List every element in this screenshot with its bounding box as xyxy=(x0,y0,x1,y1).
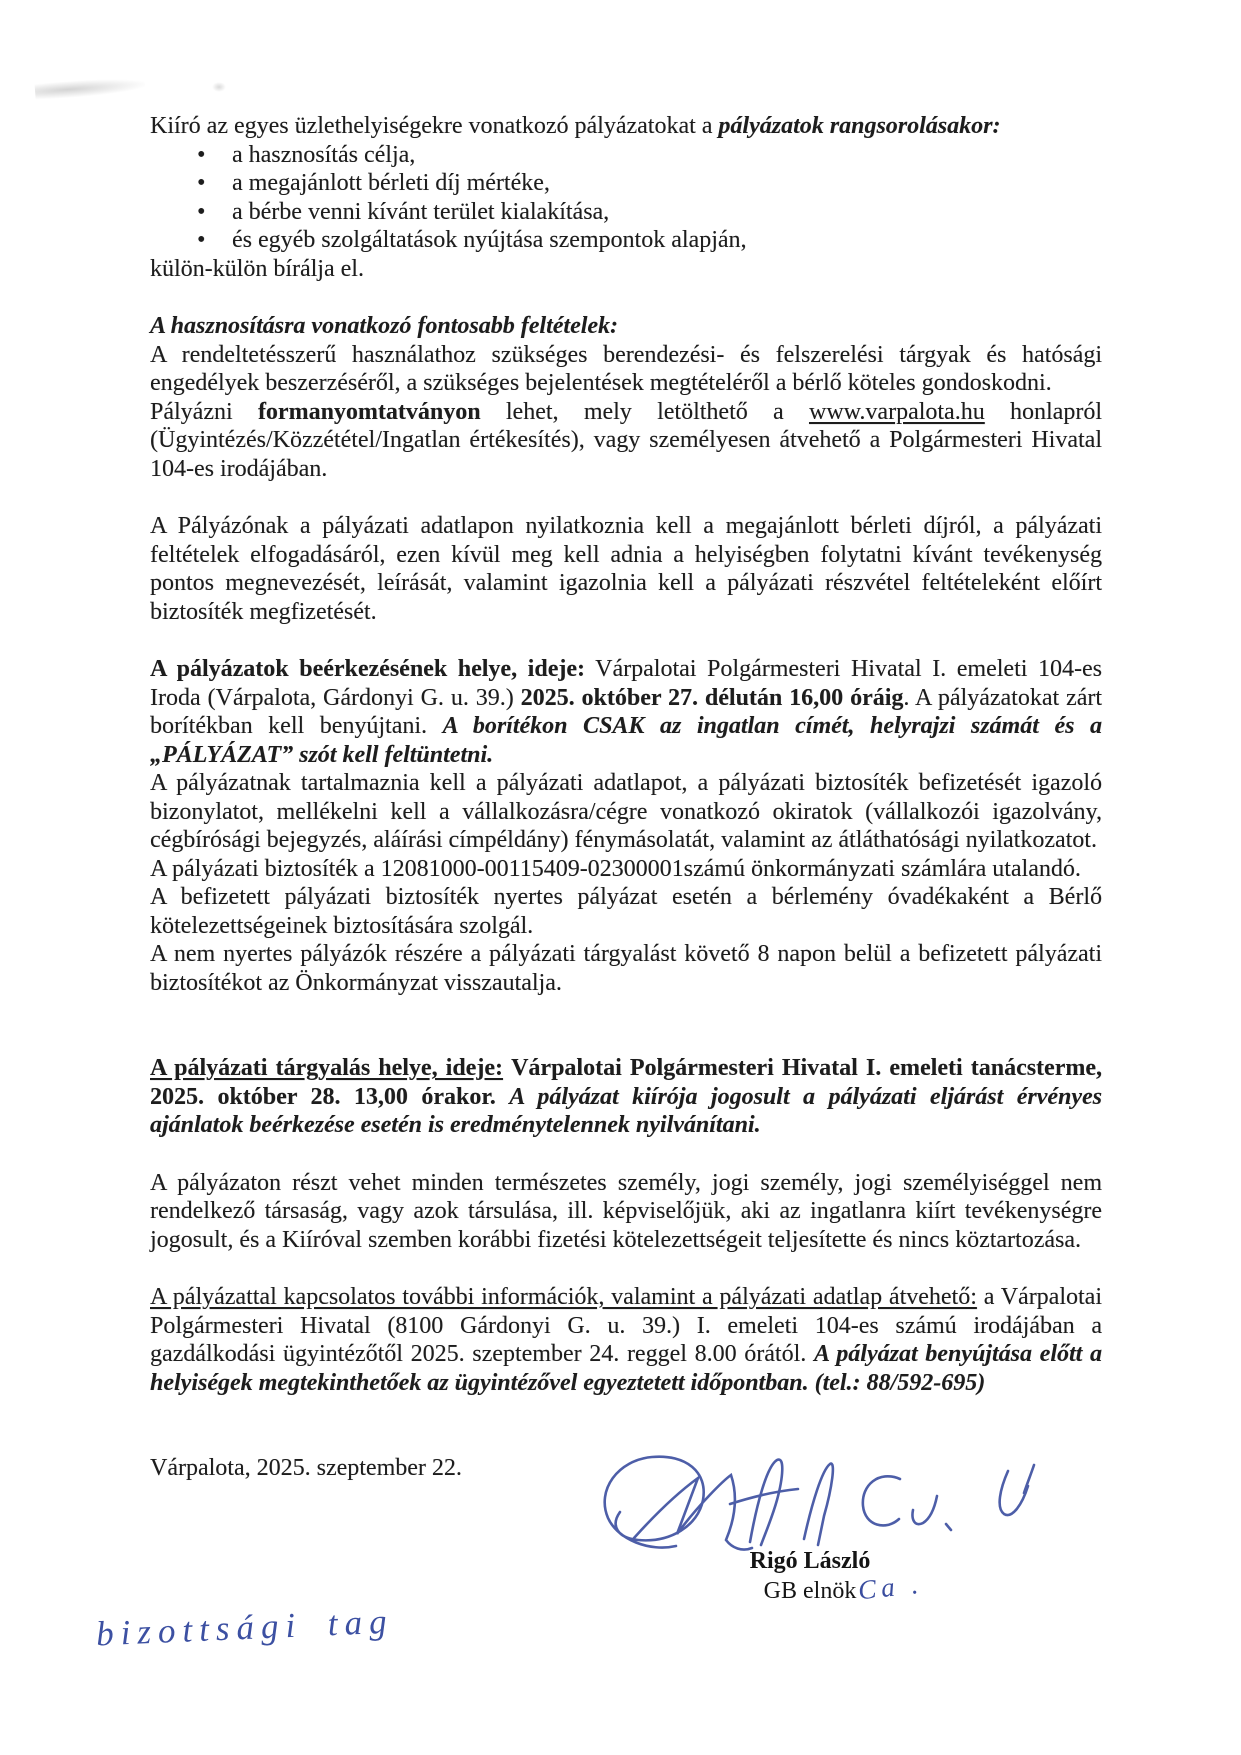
text-segment: pályázatok rangsorolásakor: xyxy=(718,113,1001,139)
signature-area xyxy=(0,1440,1241,1740)
text-segment xyxy=(496,1084,509,1110)
handwritten-role-mark: Ca . xyxy=(856,1568,925,1606)
paragraph-gap xyxy=(150,1254,1102,1283)
text-segment: 2025. október 27. délután 16,00 óráig xyxy=(520,684,904,711)
text-segment xyxy=(503,1055,511,1081)
bullet-item: • a bérbe venni kívánt terület kialakítása, xyxy=(150,198,1102,227)
section-heading xyxy=(150,312,1102,341)
bullet-item: • a megajánlott bérleti díj mértéke, xyxy=(150,169,1102,198)
text-segment: formanyomtatványon xyxy=(257,398,481,425)
text-segment: A pályázat benyújtása előtt a helyiségek megtekinthetőek az ügyintézővel egyeztetett időpontban. (tel.: 88/592-695) xyxy=(150,1341,1103,1396)
paragraph xyxy=(150,769,1102,855)
text-segment: Kiíró az egyes üzlethelyiségekre vonatkozó pályázatokat a xyxy=(150,113,719,139)
text-segment: honlapról (Ügyintézés/Közzététel/Ingatlan értékesítés), vagy személyesen átvehető a Polgármesteri Hivatal 104-es irodájában. xyxy=(150,398,1102,482)
paragraph xyxy=(150,398,1102,484)
text-segment: A Pályázónak a pályázati adatlapon nyilatkoznia kell a megajánlott bérleti díjról, a pályázati feltételek elfogadásáról, ezen kívül meg kell adnia a helyiségben folytatni kívánt tevékenység pontos megnevezését, leírását, valamint igazolnia kell a pályázati részvétel feltételeként előírt biztosíték megfizetését. xyxy=(150,513,1102,625)
text-segment: a Várpalotai Polgármesteri Hivatal (8100 Gárdonyi G. u. 39.) I. emeleti 104-es számú irodájában a gazdálkodási ügyintézőtől 2025. szeptember 24. reggel 8.00 órától. xyxy=(150,1284,1102,1367)
text-segment: Várpalota, 2025. szeptember 22. xyxy=(150,1455,462,1481)
text-segment: A rendeltetésszerű használathoz szükséges berendezési- és felszerelési tárgyak és hatósági engedélyek beszerzéséről, a szükséges bejelentések megtételéről a bérlő köteles gondoskodni. xyxy=(150,341,1102,396)
text-segment: Pályázni xyxy=(150,398,258,425)
paragraph xyxy=(150,1054,1102,1140)
paragraph-gap xyxy=(150,997,1102,1054)
bullet-list xyxy=(150,141,1102,255)
text-segment: A nem nyertes pályázók részére a pályázati tárgyalást követő 8 napon belül a befizetett pályázati biztosítékot az Önkormányzat visszautalja. xyxy=(150,941,1102,996)
text-segment: Várpalotai Polgármesteri Hivatal I. emeleti tanácsterme, 2025. október 28. 13,00 órakor. xyxy=(150,1055,1103,1110)
text-segment: A pályázatnak tartalmaznia kell a pályázati adatlapot, a pályázati biztosíték befizetését igazoló bizonylatot, mellékelni kell a vállalkozásra/cégre vonatkozó okiratok (vállalkozói igazolvány, cégbírósági bejegyzés, aláírási címpéldány) fénymásolatát, valamint az átláthatósági nyilatkozatot. xyxy=(150,770,1102,853)
paragraph-gap xyxy=(150,626,1102,655)
bullet-item: • és egyéb szolgáltatások nyújtása szempontok alapján, xyxy=(150,226,1102,255)
paragraph xyxy=(150,341,1102,398)
scan-artifact xyxy=(35,76,146,100)
paragraph xyxy=(150,512,1102,626)
text-segment: A pályázatok beérkezésének helye, ideje: xyxy=(150,656,585,682)
text-segment: . A pályázatokat zárt borítékban kell benyújtani. xyxy=(150,684,1103,739)
signature-block xyxy=(600,1546,1020,1606)
paragraph-gap xyxy=(150,483,1102,512)
paragraph-gap xyxy=(150,1140,1102,1169)
bullet-item: • a hasznosítás célja, xyxy=(150,141,1102,170)
url-text: www.varpalota.hu xyxy=(808,398,985,425)
paragraph xyxy=(150,112,1102,141)
paragraph xyxy=(150,855,1102,884)
signer-role xyxy=(600,1568,1020,1606)
paragraph xyxy=(150,883,1102,940)
handwritten-note: bizottsági tag xyxy=(95,1601,395,1654)
text-segment: A borítékon CSAK az ingatlan címét, helyrajzi számát és a „PÁLYÁZAT” szót kell feltüntetni. xyxy=(150,713,1102,768)
paragraph xyxy=(150,655,1102,769)
text-segment: A pályázati biztosíték a 12081000-00115409-02300001számú önkormányzati számlára utalandó. xyxy=(150,855,1081,882)
paragraph xyxy=(150,940,1102,997)
signer-name: Rigó László xyxy=(749,1548,871,1574)
text-segment: A pályázattal kapcsolatos további információk, valamint a pályázati adatlap átvehető: xyxy=(150,1284,977,1310)
paragraph xyxy=(150,255,1102,284)
text-segment: A befizetett pályázati biztosíték nyertes pályázat esetén a bérlemény óvadékaként a Bérlő kötelezettségeinek biztosítására szolgál. xyxy=(150,884,1102,939)
paragraph-gap xyxy=(150,283,1102,312)
text-segment: A hasznosításra vonatkozó fontosabb feltételek: xyxy=(150,313,619,339)
paragraph xyxy=(150,1283,1102,1397)
scan-artifact xyxy=(212,82,226,92)
document-body xyxy=(150,112,1102,1483)
paragraph xyxy=(150,1169,1102,1255)
signer-role-label: GB elnök xyxy=(763,1578,857,1604)
text-segment: A pályázaton részt vehet minden természetes személy, jogi személy, jogi személyiséggel nem rendelkező társaság, vagy azok társulása, ill. képviselőjük, aki az ingatlanra kiírt tevékenységre jogosult, és a Kiíróval szemben korábbi fizetési kötelezettségeit teljesítette és nincs köztartozása. xyxy=(150,1169,1102,1253)
text-segment: A pályázati tárgyalás helye, ideje: xyxy=(150,1055,503,1081)
text-segment: lehet, mely letölthető a xyxy=(480,398,809,425)
text-segment: A pályázat kiírója jogosult a pályázati eljárást érvényes ajánlatok beérkezése esetén is eredménytelennek nyilvánítani. xyxy=(150,1083,1103,1138)
text-segment: külön-külön bírálja el. xyxy=(150,255,364,282)
text-segment: Várpalotai Polgármesteri Hivatal I. emeleti 104-es Iroda (Várpalota, Gárdonyi G. u. 39.) xyxy=(150,656,1102,711)
